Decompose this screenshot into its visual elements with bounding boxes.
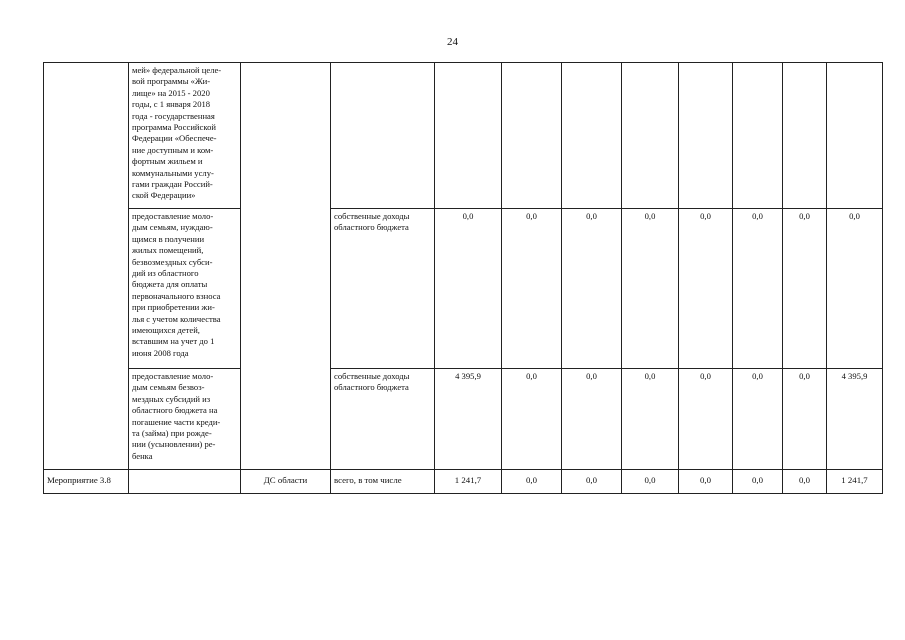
table-row — [44, 470, 883, 494]
value-cell — [827, 63, 883, 209]
value-cell: 0,0 — [622, 470, 679, 494]
executor-cell — [241, 63, 331, 470]
value-cell: 1 241,7 — [827, 470, 883, 494]
budget-table — [43, 62, 883, 494]
value-cell: 4 395,9 — [435, 369, 502, 470]
value-cell: 0,0 — [827, 209, 883, 369]
value-cell: 0,0 — [562, 209, 622, 369]
description-cell: мей» федеральной целе- вой программы «Жи- лище» на 2015 - 2020 годы, с 1 января 2018 года - государственная программа Российской Федерации «Обеспече- ние доступным и ком- фортным жильем и коммунальными услу- гами граждан Россий- ской Федерации» — [129, 63, 241, 209]
value-cell: 0,0 — [562, 369, 622, 470]
value-cell: 0,0 — [733, 209, 783, 369]
table-row — [44, 63, 883, 209]
description-cell — [129, 470, 241, 494]
value-cell — [783, 63, 827, 209]
value-cell: 0,0 — [435, 209, 502, 369]
value-cell: 0,0 — [783, 209, 827, 369]
value-cell: 4 395,9 — [827, 369, 883, 470]
source-cell: собственные доходы областного бюджета — [331, 209, 435, 369]
value-cell — [435, 63, 502, 209]
value-cell: 1 241,7 — [435, 470, 502, 494]
value-cell — [562, 63, 622, 209]
value-cell: 0,0 — [502, 369, 562, 470]
source-cell: всего, в том числе — [331, 470, 435, 494]
table-row — [44, 209, 883, 369]
value-cell: 0,0 — [562, 470, 622, 494]
value-cell: 0,0 — [622, 369, 679, 470]
value-cell: 0,0 — [679, 369, 733, 470]
table-row — [44, 369, 883, 470]
value-cell — [679, 63, 733, 209]
measure-cell — [44, 63, 129, 470]
value-cell — [733, 63, 783, 209]
source-cell: собственные доходы областного бюджета — [331, 369, 435, 470]
description-cell: предоставление моло- дым семьям безвоз- мездных субсидий из областного бюджета на погашение части креди- та (займа) при рожде- нии (усыновлении) ре- бенка — [129, 369, 241, 470]
description-cell: предоставление моло- дым семьям, нуждаю- щимся в получении жилых помещений, безвозмездных субси- дий из областного бюджета для оплаты первоначального взноса при приобретении жи- лья с учетом количества имеющихся детей, вставшим на учет до 1 июня 2008 года — [129, 209, 241, 369]
measure-cell: Мероприятие 3.8 — [44, 470, 129, 494]
value-cell — [622, 63, 679, 209]
source-cell — [331, 63, 435, 209]
value-cell: 0,0 — [733, 369, 783, 470]
value-cell: 0,0 — [502, 470, 562, 494]
page-number: 24 — [447, 36, 458, 48]
value-cell: 0,0 — [679, 470, 733, 494]
value-cell: 0,0 — [783, 369, 827, 470]
value-cell: 0,0 — [502, 209, 562, 369]
executor-cell: ДС области — [241, 470, 331, 494]
value-cell — [502, 63, 562, 209]
value-cell: 0,0 — [679, 209, 733, 369]
value-cell: 0,0 — [622, 209, 679, 369]
value-cell: 0,0 — [733, 470, 783, 494]
value-cell: 0,0 — [783, 470, 827, 494]
